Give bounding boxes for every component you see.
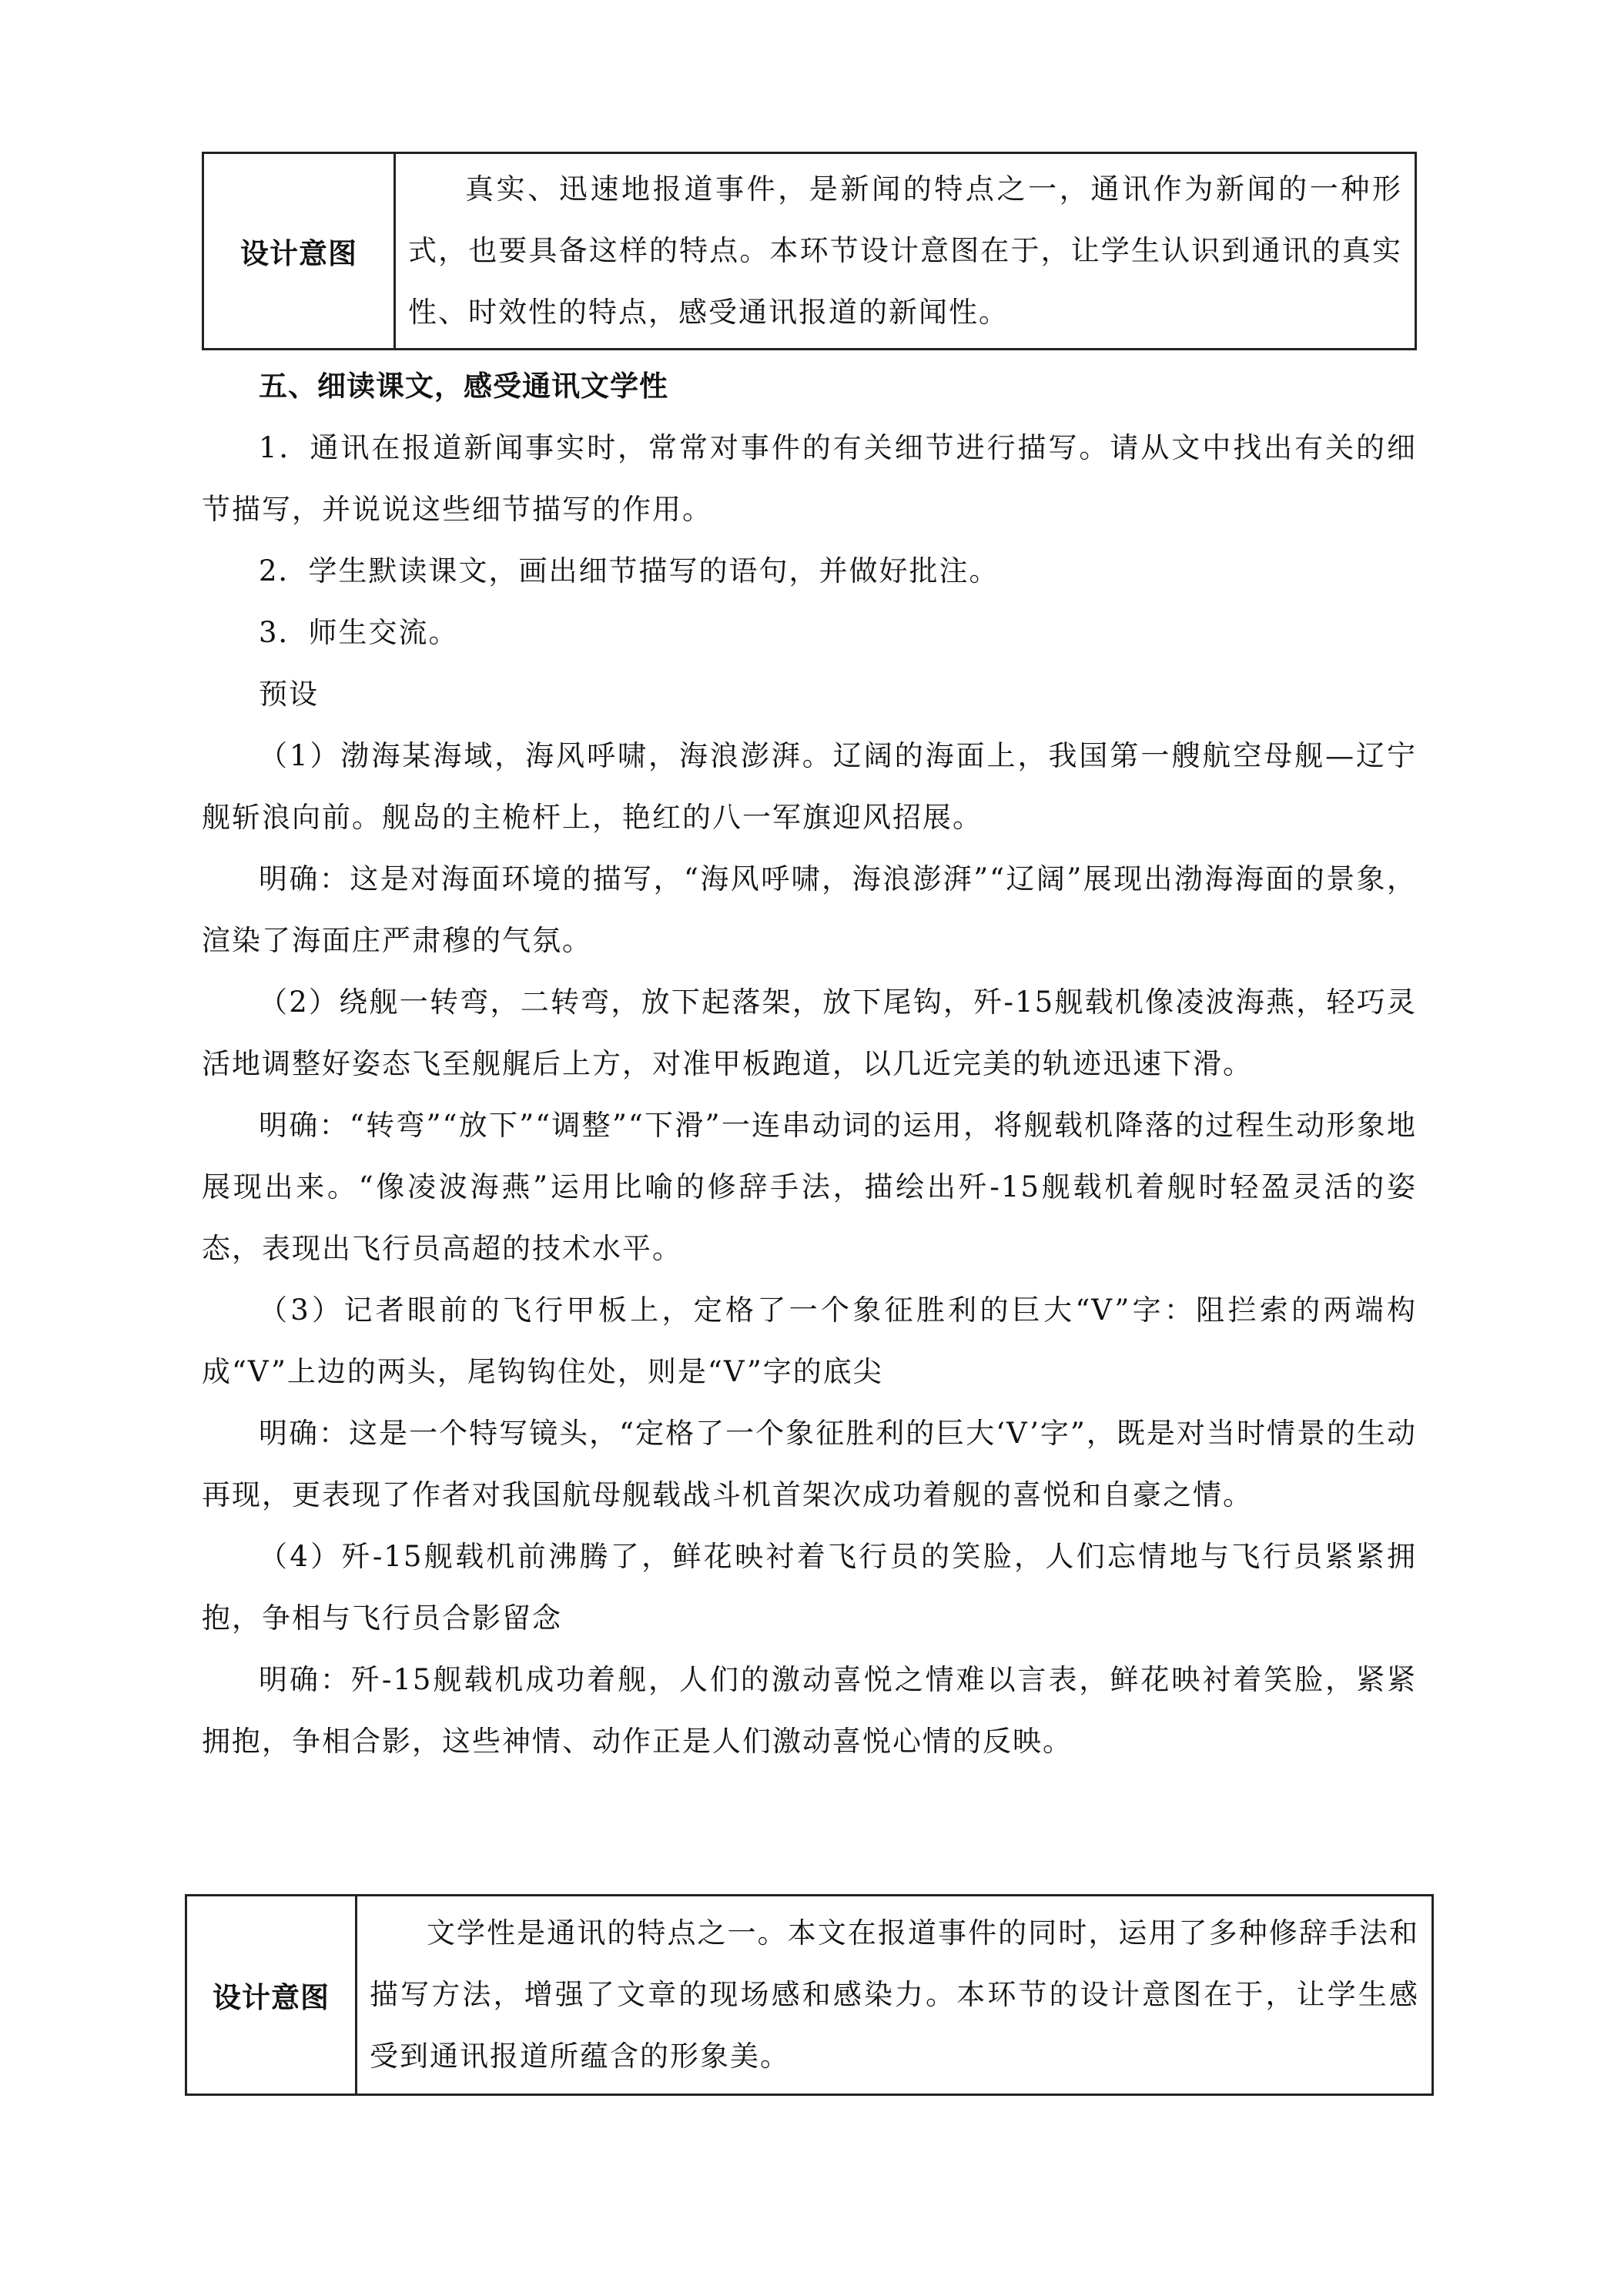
paragraph: 预设 <box>259 678 319 711</box>
design-intent-content <box>395 153 1416 350</box>
paragraph: 明确：歼-15舰载机成功着舰，人们的激动喜悦之情难以言表，鲜花映衬着笑脸，紧紧拥抱，争相合影，这些神情、动作正是人们激动喜悦心情的反映。 <box>202 1663 1417 1758</box>
paragraph: 明确：这是一个特写镜头，“定格了一个象征胜利的巨大‘V’字”，既是对当时情景的生动再现，更表现了作者对我国航母舰载战斗机首架次成功着舰的喜悦和自豪之情。 <box>202 1417 1417 1511</box>
design-intent-text: 真实、迅速地报道事件，是新闻的特点之一，通讯作为新闻的一种形式，也要具备这样的特点。本环节设计意图在于，让学生认识到通讯的真实性、时效性的特点，感受通讯报道的新闻性。 <box>408 172 1402 329</box>
design-intent-text: 文学性是通讯的特点之一。本文在报道事件的同时，运用了多种修辞手法和描写方法，增强了文章的现场感和感染力。本环节的设计意图在于，让学生感受到通讯报道所蕴含的形象美。 <box>370 1916 1419 2073</box>
paragraph: 明确：“转弯”“放下”“调整”“下滑”一连串动词的运用，将舰载机降落的过程生动形象地展现出来。“像凌波海燕”运用比喻的修辞手法，描绘出歼-15舰载机着舰时轻盈灵活的姿态，表现出飞行员高超的技术水平。 <box>202 1109 1417 1265</box>
paragraph: 3．师生交流。 <box>259 616 459 649</box>
paragraph: （4）歼-15舰载机前沸腾了，鲜花映衬着飞行员的笑脸，人们忘情地与飞行员紧紧拥抱，争相与飞行员合影留念 <box>202 1540 1417 1635</box>
design-intent-table-2 <box>185 1894 1434 2096</box>
paragraph: 2．学生默读课文，画出细节描写的语句，并做好批注。 <box>259 554 1000 587</box>
design-intent-table-1 <box>202 152 1417 350</box>
paragraph: （1）渤海某海域，海风呼啸，海浪澎湃。辽阔的海面上，我国第一艘航空母舰—辽宁舰斩浪向前。舰岛的主桅杆上，艳红的八一军旗迎风招展。 <box>202 739 1417 834</box>
design-intent-content <box>357 1896 1433 2095</box>
paragraph: 明确：这是对海面环境的描写，“海风呼啸，海浪澎湃”“辽阔”展现出渤海海面的景象，渲染了海面庄严肃穆的气氛。 <box>202 862 1417 957</box>
paragraph: 1．通讯在报道新闻事实时，常常对事件的有关细节进行描写。请从文中找出有关的细节描写，并说说这些细节描写的作用。 <box>202 431 1417 526</box>
design-intent-label: 设计意图 <box>186 1896 357 2095</box>
design-intent-label: 设计意图 <box>203 153 395 350</box>
paragraph: （3）记者眼前的飞行甲板上，定格了一个象征胜利的巨大“V”字：阻拦索的两端构成“V”上边的两头，尾钩钩住处，则是“V”字的底尖 <box>202 1294 1417 1388</box>
paragraph: （2）绕舰一转弯，二转弯，放下起落架，放下尾钩，歼-15舰载机像凌波海燕，轻巧灵活地调整好姿态飞至舰艉后上方，对准甲板跑道，以几近完美的轨迹迅速下滑。 <box>202 986 1417 1080</box>
section-body <box>202 356 1417 1772</box>
section-heading: 五、细读课文，感受通讯文学性 <box>259 370 668 403</box>
